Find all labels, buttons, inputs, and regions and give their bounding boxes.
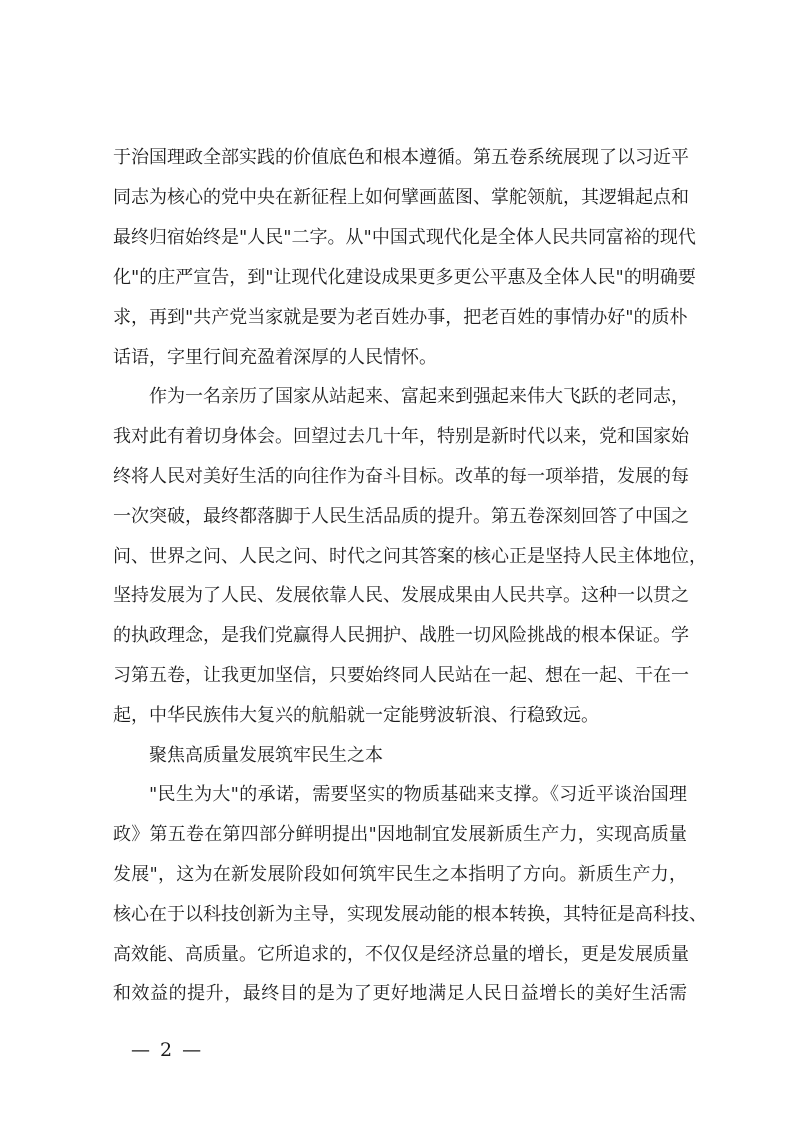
text-line: 发展"，这为在新发展阶段如何筑牢民生之本指明了方向。新质生产力， bbox=[113, 864, 687, 885]
text-line: 坚持发展为了人民、发展依靠人民、发展成果由人民共享。这种一以贯之 bbox=[113, 585, 689, 606]
text-line: 政》第五卷在第四部分鲜明提出"因地制宜发展新质生产力，实现高质量 bbox=[113, 824, 687, 845]
text-line: 终将人民对美好生活的向往作为奋斗目标。改革的每一项举措，发展的每 bbox=[113, 466, 689, 487]
text-line: 问、世界之问、人民之问、时代之问其答案的核心正是坚持人民主体地位， bbox=[113, 546, 707, 567]
text-line: 最终归宿始终是"人民"二字。从"中国式现代化是全体人民共同富裕的现代 bbox=[113, 227, 696, 248]
text-line: "民生为大"的承诺，需要坚实的物质基础来支撑。《习近平谈治国理 bbox=[149, 784, 687, 805]
text-line: 我对此有着切身体会。回望过去几十年，特别是新时代以来，党和国家始 bbox=[113, 426, 689, 447]
text-line: 的执政理念，是我们党赢得人民拥护、战胜一切风险挑战的根本保证。学 bbox=[113, 625, 689, 646]
text-line: 化"的庄严宣告，到"让现代化建设成果更多更公平惠及全体人民"的明确要 bbox=[113, 267, 696, 288]
text-line: 和效益的提升，最终目的是为了更好地满足人民日益增长的美好生活需 bbox=[113, 983, 687, 1004]
page-number: — 2 — bbox=[131, 1039, 204, 1061]
section-heading: 聚焦高质量发展筑牢民生之本 bbox=[149, 745, 383, 766]
text-line: 作为一名亲历了国家从站起来、富起来到强起来伟大飞跃的老同志， bbox=[149, 386, 689, 407]
text-line: 于治国理政全部实践的价值底色和根本遵循。第五卷系统展现了以习近平 bbox=[113, 147, 689, 168]
text-line: 同志为核心的党中央在新征程上如何擘画蓝图、掌舵领航，其逻辑起点和 bbox=[113, 187, 689, 208]
text-line: 一次突破，最终都落脚于人民生活品质的提升。第五卷深刻回答了中国之 bbox=[113, 506, 689, 527]
text-line: 话语，字里行间充盈着深厚的人民情怀。 bbox=[113, 347, 437, 368]
text-line: 高效能、高质量。它所追求的，不仅仅是经济总量的增长，更是发展质量 bbox=[113, 944, 689, 965]
text-line: 起，中华民族伟大复兴的航船就一定能劈波斩浪、行稳致远。 bbox=[113, 705, 599, 726]
text-line: 习第五卷，让我更加坚信，只要始终同人民站在一起、想在一起、干在一 bbox=[113, 665, 689, 686]
text-line: 核心在于以科技创新为主导，实现发展动能的根本转换，其特征是高科技、 bbox=[113, 904, 707, 925]
text-line: 求，再到"共产党当家就是要为老百姓办事，把老百姓的事情办好"的质朴 bbox=[113, 307, 688, 328]
